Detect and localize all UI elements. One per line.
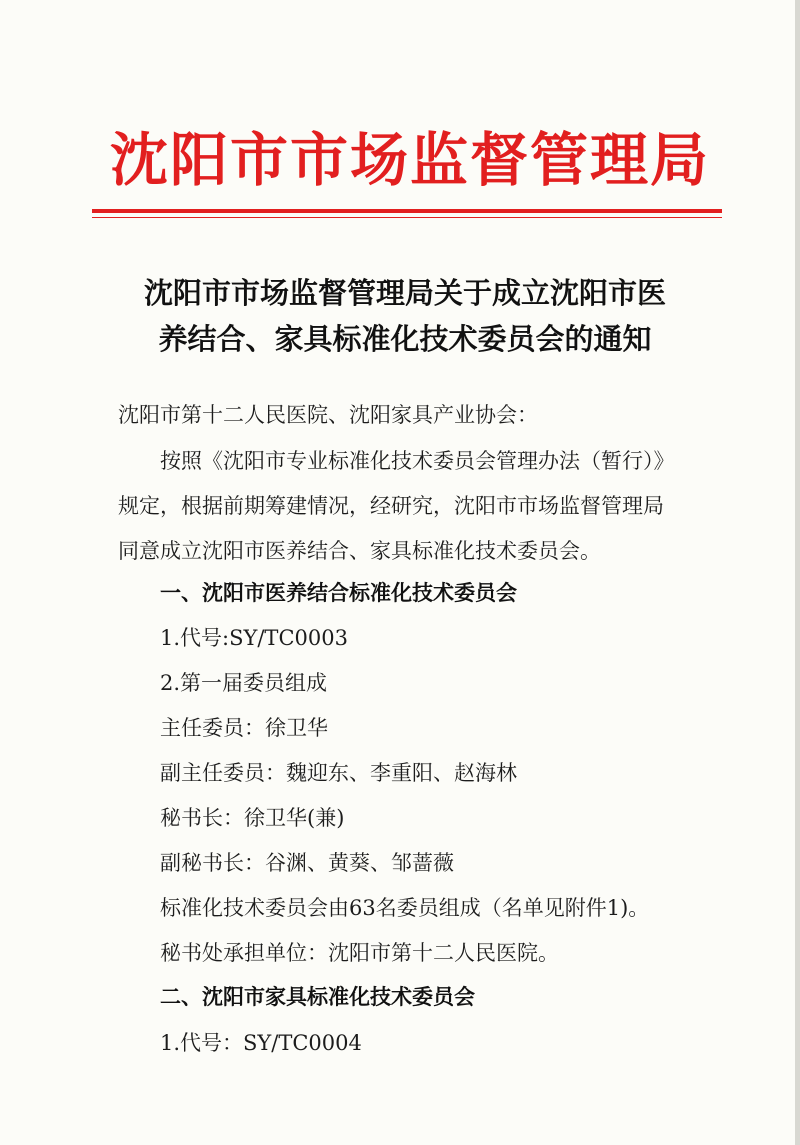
section-1-director: 主任委员：徐卫华 [160,716,328,740]
section-1-deputy-secretaries: 副秘书长：谷渊、黄葵、邹蔷薇 [160,851,454,875]
section-1-secretary-general: 秘书长：徐卫华(兼) [160,806,345,830]
section-1-composition: 2.第一届委员组成 [160,671,328,695]
section-1-deputy-directors: 副主任委员：魏迎东、李重阳、赵海林 [160,761,517,785]
section-2-code: 1.代号：SY/TC0004 [160,1031,362,1055]
section-1-code: 1.代号:SY/TC0003 [160,626,348,650]
addressee: 沈阳市第十二人民医院、沈阳家具产业协会： [118,403,538,427]
paragraph-line: 按照《沈阳市专业标准化技术委员会管理办法（暂行）》 [160,449,675,473]
section-1-heading: 一、沈阳市医养结合标准化技术委员会 [160,580,517,605]
section-1-secretariat: 秘书处承担单位：沈阳市第十二人民医院。 [160,941,559,965]
section-1-member-count: 标准化技术委员会由63名委员组成（名单见附件1)。 [160,896,650,920]
letterhead-title: 沈阳市市场监督管理局 [110,126,711,194]
letterhead-red-rule-thin [92,217,722,218]
section-2-heading: 二、沈阳市家具标准化技术委员会 [160,984,475,1009]
paragraph-line: 同意成立沈阳市医养结合、家具标准化技术委员会。 [118,539,601,563]
letterhead-red-rule [92,209,722,213]
page-edge-shadow [795,0,800,1145]
notice-title-line-1: 沈阳市市场监督管理局关于成立沈阳市医 [143,276,666,310]
paragraph-line: 规定，根据前期筹建情况，经研究，沈阳市市场监督管理局 [118,494,664,518]
notice-title [110,270,700,362]
notice-title-line-2: 养结合、家具标准化技术委员会的通知 [158,322,652,356]
